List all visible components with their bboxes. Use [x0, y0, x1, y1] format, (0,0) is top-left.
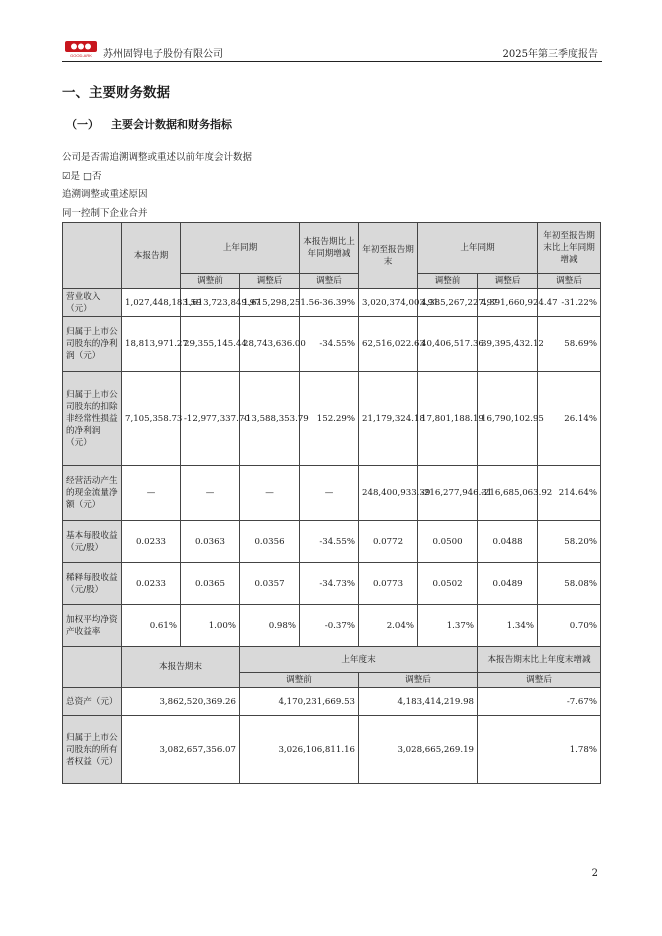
col-prior-after: 调整后: [240, 274, 300, 289]
cell-ytd-before: 17,801,188.19: [418, 372, 478, 466]
row-label: 营业收入（元）: [63, 289, 122, 317]
cell-ytd-change: 26.14%: [538, 372, 601, 466]
cell-prior-after: —: [240, 466, 300, 521]
cell-ytd-change: 0.70%: [538, 605, 601, 647]
col-current-period: 本报告期: [122, 223, 181, 289]
row-label: 经营活动产生的现金流量净额（元）: [63, 466, 122, 521]
cell-ytd-change: 58.69%: [538, 317, 601, 372]
cell-current: 18,813,971.27: [122, 317, 181, 372]
restatement-reason: 同一控制下企业合并: [62, 208, 148, 219]
company-logo: [64, 40, 98, 58]
cell-change: 152.29%: [300, 372, 359, 466]
restatement-question: 公司是否需追溯调整或重述以前年度会计数据: [62, 152, 253, 163]
cell-prior-before: -12,977,337.70: [181, 372, 240, 466]
cell-change: -0.37%: [300, 605, 359, 647]
logo-text: GOOD-ARK: [70, 53, 92, 58]
cell-ytd-after: 4,391,660,924.47: [478, 289, 538, 317]
cell-ytd-before: 4,385,267,227.97: [418, 289, 478, 317]
cell-prior-after: 0.98%: [240, 605, 300, 647]
cell-change: -36.39%: [300, 289, 359, 317]
table-row: [63, 563, 601, 605]
cell-ytd: 21,179,324.18: [359, 372, 418, 466]
col-prior-period: 上年同期: [181, 223, 300, 274]
row-label: 总资产（元）: [63, 688, 122, 716]
cell-year-end-before: 3,026,106,811.16: [240, 716, 359, 784]
cell-current: 1,027,448,183.59: [122, 289, 181, 317]
cell-year-end-after: 3,028,665,269.19: [359, 716, 478, 784]
row-label: 加权平均净资产收益率: [63, 605, 122, 647]
cell-current: 0.61%: [122, 605, 181, 647]
col-change-after: 调整后: [300, 274, 359, 289]
cell-ytd-change: 58.08%: [538, 563, 601, 605]
cell-ytd-before: 1.37%: [418, 605, 478, 647]
subsection-title: [66, 116, 232, 132]
financial-data-table: [62, 222, 601, 784]
cell-ytd-after: 1.34%: [478, 605, 538, 647]
cell-ytd-after: 0.0488: [478, 521, 538, 563]
restatement-options: ☑是 □否: [62, 171, 102, 182]
col-change-ytd: 年初至报告期末比上年同期增减: [538, 223, 601, 274]
cell-ytd-change: -31.22%: [538, 289, 601, 317]
cell-prior-before: —: [181, 466, 240, 521]
section-title: 一、主要财务数据: [62, 85, 170, 101]
cell-period-end: 3,082,657,356.07: [122, 716, 240, 784]
cell-period-end: 3,862,520,369.26: [122, 688, 240, 716]
cell-ytd-before: 0.0500: [418, 521, 478, 563]
cell-ytd: 62,516,022.63: [359, 317, 418, 372]
cell-change: -34.55%: [300, 317, 359, 372]
col-change-year-end: 本报告期末比上年度末增减: [478, 647, 601, 673]
col-year-end-after: 调整后: [359, 673, 478, 688]
cell-prior-after: 28,743,636.00: [240, 317, 300, 372]
cell-ytd-change: 58.20%: [538, 521, 601, 563]
col-change-year-end-after: 调整后: [478, 673, 601, 688]
subsection-text: 主要会计数据和财务指标: [111, 118, 232, 131]
row-label: 归属于上市公司股东的净利润（元）: [63, 317, 122, 372]
subsection-number: （一）: [66, 118, 99, 131]
company-name: 苏州固锝电子股份有限公司: [103, 49, 223, 60]
header2-blank: [63, 647, 122, 688]
col-prior-before: 调整前: [181, 274, 240, 289]
table-row: [63, 716, 601, 784]
cell-prior-after: -13,588,353.79: [240, 372, 300, 466]
col-period-end: 本报告期末: [122, 647, 240, 688]
header-divider: [62, 61, 602, 62]
cell-ytd: 0.0772: [359, 521, 418, 563]
cell-ytd-before: 0.0502: [418, 563, 478, 605]
cell-ytd: 3,020,374,003.91: [359, 289, 418, 317]
cell-prior-before: 29,355,145.44: [181, 317, 240, 372]
col-prior-year-end: 上年度末: [240, 647, 478, 673]
cell-ytd-after: -216,685,063.92: [478, 466, 538, 521]
cell-change: —: [300, 466, 359, 521]
cell-current: 7,105,358.73: [122, 372, 181, 466]
cell-change: 1.78%: [478, 716, 601, 784]
cell-prior-after: 0.0356: [240, 521, 300, 563]
cell-prior-before: 0.0363: [181, 521, 240, 563]
table-row: [63, 289, 601, 317]
cell-ytd-after: 39,395,432.12: [478, 317, 538, 372]
cell-year-end-after: 4,183,414,219.98: [359, 688, 478, 716]
table-row: [63, 466, 601, 521]
table-row: [63, 688, 601, 716]
col-ytd: 年初至报告期末: [359, 223, 418, 289]
table-row: [63, 317, 601, 372]
cell-prior-before: 0.0365: [181, 563, 240, 605]
cell-prior-before: 1,613,723,849.97: [181, 289, 240, 317]
report-title: 2025年第三季度报告: [502, 49, 598, 60]
header-blank: [63, 223, 122, 289]
col-ytd-after: 调整后: [478, 274, 538, 289]
col-ytd-change-after: 调整后: [538, 274, 601, 289]
col-year-end-before: 调整前: [240, 673, 359, 688]
restatement-reason-label: 追溯调整或重述原因: [62, 189, 148, 200]
cell-ytd-before: -216,277,946.31: [418, 466, 478, 521]
cell-ytd-after: 16,790,102.95: [478, 372, 538, 466]
page-number: 2: [591, 868, 598, 879]
table-row: [63, 605, 601, 647]
col-change-quarter: 本报告期比上年同期增减: [300, 223, 359, 274]
cell-year-end-before: 4,170,231,669.53: [240, 688, 359, 716]
cell-ytd: 248,400,933.39: [359, 466, 418, 521]
col-ytd-before: 调整前: [418, 274, 478, 289]
cell-current: 0.0233: [122, 521, 181, 563]
table-row: [63, 521, 601, 563]
row-label: 稀释每股收益（元/股）: [63, 563, 122, 605]
cell-ytd: 2.04%: [359, 605, 418, 647]
col-prior-ytd: 上年同期: [418, 223, 538, 274]
cell-current: 0.0233: [122, 563, 181, 605]
cell-ytd: 0.0773: [359, 563, 418, 605]
cell-change: -34.73%: [300, 563, 359, 605]
cell-ytd-change: 214.64%: [538, 466, 601, 521]
cell-prior-after: 0.0357: [240, 563, 300, 605]
row-label: 归属于上市公司股东的扣除非经常性损益的净利润（元）: [63, 372, 122, 466]
table-row: [63, 372, 601, 466]
cell-current: —: [122, 466, 181, 521]
cell-ytd-after: 0.0489: [478, 563, 538, 605]
cell-prior-before: 1.00%: [181, 605, 240, 647]
cell-prior-after: 1,615,298,251.56: [240, 289, 300, 317]
cell-change: -7.67%: [478, 688, 601, 716]
cell-change: -34.55%: [300, 521, 359, 563]
row-label: 归属于上市公司股东的所有者权益（元）: [63, 716, 122, 784]
cell-ytd-before: 40,406,517.36: [418, 317, 478, 372]
row-label: 基本每股收益（元/股）: [63, 521, 122, 563]
